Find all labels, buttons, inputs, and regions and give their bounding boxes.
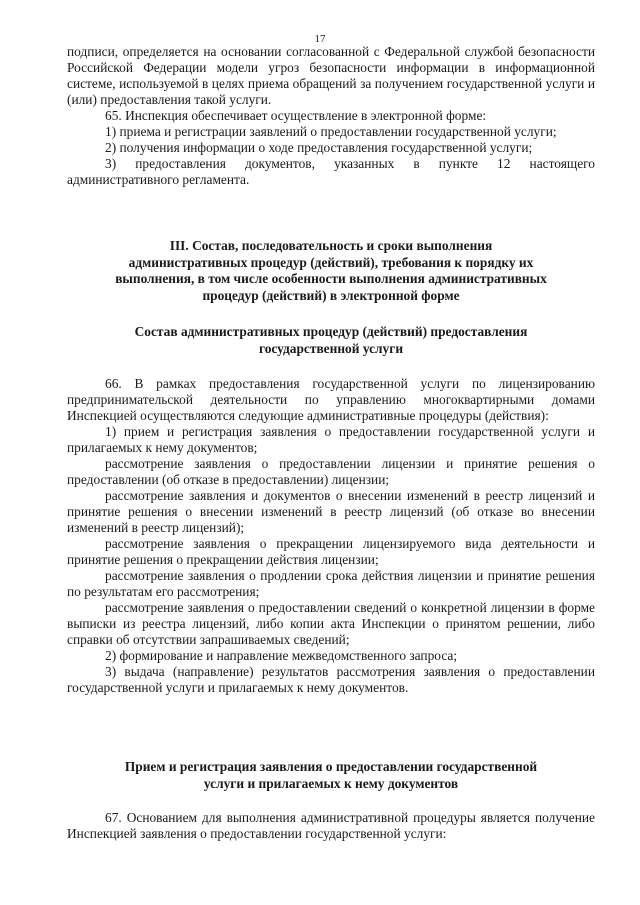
procedure-subitem: рассмотрение заявления и документов о внесении изменений в реестр лицензий и принятие решения о внесении изменений в реестр лицензий (об отказе во внесении изменений в реестр лицензий); [67,488,595,535]
paragraph-66: 66. В рамках предоставления государственной услуги по лицензированию предпринимательской деятельности по управлению многоквартирными домами Инспекцией осуществляются следующие административные процедуры (действия): [67,376,595,423]
section-heading-line: административных процедур (действий), требования к порядку их [128,254,534,270]
paragraph-67: 67. Основанием для выполнения административной процедуры является получение Инспекцией заявления о предоставлении государственной услуги: [67,810,595,841]
procedure-item-1: 1) прием и регистрация заявления о предоставлении государственной услуги и прилагаемых к нему документов; [67,424,595,455]
subheading-composition [67,324,595,357]
list-item-65-1: 1) приема и регистрации заявлений о предоставлении государственной услуги; [105,124,557,139]
text-block-intro [67,44,595,188]
paragraph-signature: подписи, определяется на основании согласованной с Федеральной службой безопасности Российской Федерации модели угроз безопасности информации в информационной системе, используемой в целях приема обращений за получением государственной услуги и (или) предоставления такой услуги. [67,44,595,107]
procedure-subitem: рассмотрение заявления о предоставлении лицензии и принятие решения о предоставлении (об отказе в предоставлении) лицензии; [67,456,595,487]
text-block-procedures [67,376,595,696]
section-heading-line: выполнения, в том числе особенности выполнения административных [115,271,547,286]
subheading-line: Прием и регистрация заявления о предоставлении государственной [124,759,538,774]
list-item-65-3: 3) предоставления документов, указанных в пункте 12 настоящего административного регламента. [67,156,595,187]
procedure-subitem: рассмотрение заявления о прекращении лицензируемого вида деятельности и принятие решения о прекращении действия лицензии; [67,536,595,567]
text-block-67 [67,810,595,842]
procedure-subitem: рассмотрение заявления о предоставлении сведений о конкретной лицензии в форме выписки из реестра лицензий, либо копии акта Инспекции о принятом решении, либо справки об отсутствии запрашиваемых сведений; [67,600,595,647]
procedure-item-3: 3) выдача (направление) результатов рассмотрения заявления о предоставлении государственной услуги и прилагаемых к нему документов. [67,664,595,695]
section-heading-line: процедур (действий) в электронной форме [202,287,460,303]
section-heading-iii [67,238,595,304]
section-heading-line: III. Состав, последовательность и сроки выполнения [169,238,493,253]
subheading-reception [67,759,595,792]
list-item-65-2: 2) получения информации о ходе предоставления государственной услуги; [105,140,533,155]
procedure-subitem: рассмотрение заявления о продлении срока действия лицензии и принятие решения по результатам его рассмотрения; [67,568,595,599]
page-number: 17 [314,33,326,45]
subheading-line: государственной услуги [258,340,404,356]
subheading-line: Состав административных процедур (действий) предоставления [134,324,528,339]
paragraph-65: 65. Инспекция обеспечивает осуществление в электронной форме: [105,108,487,123]
procedure-item-2: 2) формирование и направление межведомственного запроса; [105,648,458,663]
subheading-line: услуги и прилагаемых к нему документов [203,775,459,791]
